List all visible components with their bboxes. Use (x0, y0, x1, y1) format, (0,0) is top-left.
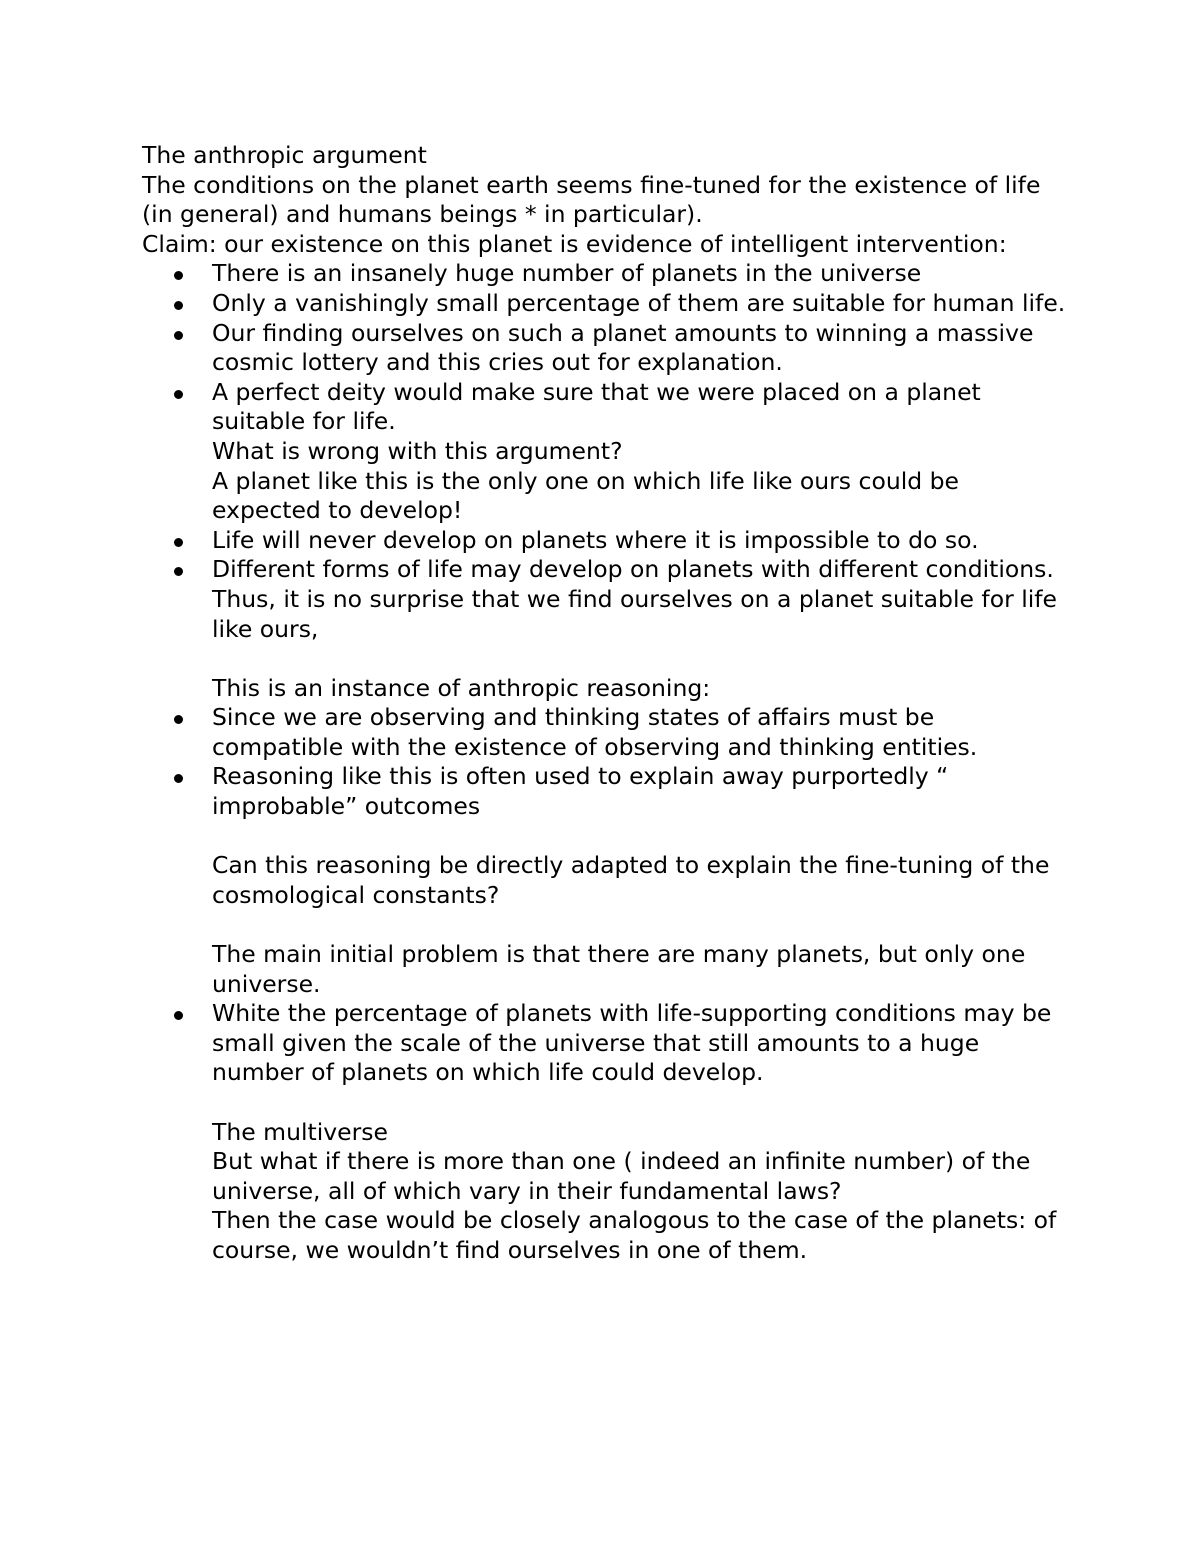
anthropic-intro: This is an instance of anthropic reasoning: (212, 673, 711, 702)
bullet-icon (174, 538, 183, 547)
multiverse-paragraph: Then the case would be closely analogous to the case of the planets: of course, we wouldn’t find ourselves in one of them. (212, 1206, 1057, 1264)
objection-question: What is wrong with this argument? (212, 436, 623, 465)
list-item: Since we are observing and thinking states of affairs must be compatible with the existence of observing and thinking entities. (142, 703, 1072, 762)
scale-list (142, 999, 1072, 1088)
bullet-icon (174, 331, 183, 340)
blank-line (142, 822, 1072, 852)
list-item: Only a vanishingly small percentage of them are suitable for human life. (142, 289, 1072, 319)
claim-paragraph: Claim: our existence on this planet is evidence of intelligent intervention: (142, 229, 1007, 258)
blank-line (142, 910, 1072, 940)
bullet-icon (174, 567, 183, 576)
list-item: Life will never develop on planets where it is impossible to do so. (142, 526, 1072, 556)
bullet-icon (174, 271, 183, 280)
list-item: Our finding ourselves on such a planet amounts to winning a massive cosmic lottery and this cries out for explanation. (142, 319, 1072, 378)
list-item: White the percentage of planets with life-supporting conditions may be small given the scale of the universe that still amounts to a huge number of planets on which life could develop. (142, 999, 1072, 1088)
bullet-icon (174, 715, 183, 724)
question-paragraph: Can this reasoning be directly adapted to explain the fine-tuning of the cosmological constants? (212, 851, 1050, 909)
document-title: The anthropic argument (142, 141, 427, 169)
objection-answer: A planet like this is the only one on which life like ours could be expected to develop! (212, 466, 960, 525)
anthropic-list (142, 703, 1072, 821)
blank-line (142, 644, 1072, 674)
list-item: Different forms of life may develop on planets with different conditions. (142, 555, 1072, 585)
blank-line (142, 1088, 1072, 1118)
multiverse-paragraph: But what if there is more than one ( indeed an infinite number) of the universe, all of which vary in their fundamental laws? (212, 1147, 1031, 1205)
list-item: A perfect deity would make sure that we were placed on a planet suitable for life. (142, 378, 1072, 437)
intro-paragraph: The conditions on the planet earth seems fine-tuned for the existence of life (in general) and humans beings * in particular). (142, 170, 1041, 229)
multiverse-heading: The multiverse (212, 1117, 388, 1146)
document-body (142, 141, 1072, 1266)
bullet-icon (174, 390, 183, 399)
bullet-icon (174, 774, 183, 783)
list-item: Reasoning like this is often used to explain away purportedly “ improbable” outcomes (142, 762, 1072, 821)
bullet-icon (174, 1011, 183, 1020)
list-item: There is an insanely huge number of planets in the universe (142, 259, 1072, 289)
bullet-icon (174, 301, 183, 310)
argument-list (142, 259, 1072, 437)
conclusion-paragraph: Thus, it is no surprise that we find ourselves on a planet suitable for life like ours, (212, 584, 1057, 643)
response-list (142, 526, 1072, 585)
problem-paragraph: The main initial problem is that there are many planets, but only one universe. (212, 940, 1026, 998)
